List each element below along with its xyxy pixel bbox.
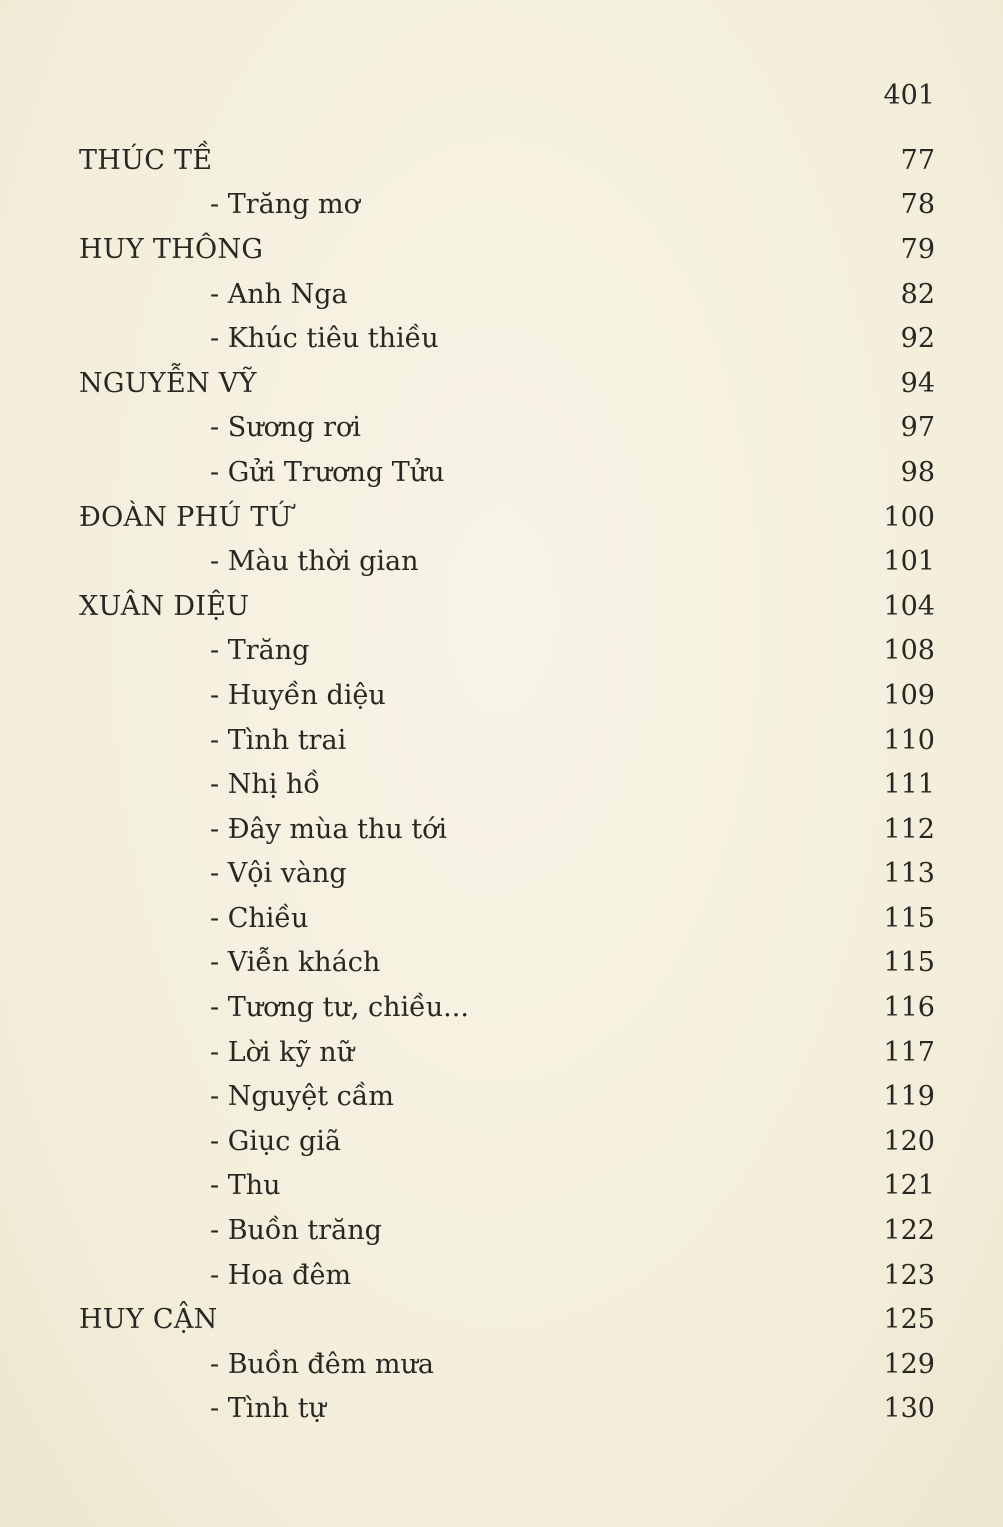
toc-author-entry [79, 495, 935, 540]
toc-page-number: 112 [883, 813, 935, 845]
poem-title: - Sương rơi [210, 412, 361, 444]
toc-poem-entry [79, 1030, 935, 1075]
toc-page-number: 123 [883, 1259, 935, 1291]
toc-page-number: 120 [883, 1125, 935, 1157]
toc-page-number: 130 [883, 1393, 935, 1425]
poem-title: - Giục giã [210, 1125, 342, 1157]
toc-page-number: 121 [883, 1170, 935, 1202]
poem-title: - Nhị hồ [210, 769, 320, 801]
poem-title: - Buồn đêm mưa [210, 1348, 434, 1380]
toc-page-number: 119 [883, 1081, 935, 1113]
toc-page-number: 100 [883, 501, 935, 533]
toc-page-number: 125 [883, 1304, 935, 1336]
toc-page-number: 77 [900, 144, 935, 176]
toc-page-number: 109 [883, 679, 935, 711]
author-name: HUY THÔNG [79, 233, 264, 265]
toc-poem-entry [79, 852, 935, 897]
toc-author-entry [79, 138, 935, 183]
toc-poem-entry [79, 629, 935, 674]
toc-page-number: 101 [883, 546, 935, 578]
toc-page-number: 97 [900, 412, 935, 444]
toc-page-number: 110 [883, 724, 935, 756]
toc-page-number: 115 [883, 947, 935, 979]
toc-page-number: 111 [883, 769, 935, 801]
toc-poem-entry [79, 1208, 935, 1253]
toc-page-number: 117 [883, 1036, 935, 1068]
poem-title: - Khúc tiêu thiều [210, 323, 439, 355]
poem-title: - Vội vàng [210, 858, 347, 890]
toc-poem-entry [79, 985, 935, 1030]
poem-title: - Tình trai [210, 724, 347, 756]
poem-title: - Chiều [210, 902, 309, 934]
author-name: NGUYỄN VỸ [79, 367, 257, 399]
toc-poem-entry [79, 941, 935, 986]
toc-poem-entry [79, 896, 935, 941]
poem-title: - Viễn khách [210, 947, 381, 979]
toc-author-entry [79, 584, 935, 629]
toc-poem-entry [79, 1253, 935, 1298]
poem-title: - Hoa đêm [210, 1259, 352, 1291]
author-name: THÚC TỀ [79, 144, 213, 176]
toc-page-number: 113 [883, 858, 935, 890]
toc-page-number: 79 [900, 233, 935, 265]
toc-poem-entry [79, 183, 935, 228]
poem-title: - Gửi Trương Tửu [210, 456, 445, 488]
toc-page-number: 104 [883, 590, 935, 622]
poem-title: - Anh Nga [210, 278, 348, 310]
toc-page-number: 78 [900, 189, 935, 221]
table-of-contents [79, 138, 935, 1431]
toc-page-number: 108 [883, 635, 935, 667]
toc-page-number: 115 [883, 902, 935, 934]
poem-title: - Thu [210, 1170, 281, 1202]
toc-poem-entry [79, 1164, 935, 1209]
toc-page-number: 116 [883, 992, 935, 1024]
toc-page-number: 122 [883, 1215, 935, 1247]
toc-poem-entry [79, 316, 935, 361]
toc-poem-entry [79, 718, 935, 763]
author-name: ĐOÀN PHÚ TỨ [79, 501, 292, 533]
toc-author-entry [79, 361, 935, 406]
toc-poem-entry [79, 1387, 935, 1432]
toc-poem-entry [79, 406, 935, 451]
toc-page-number: 129 [883, 1348, 935, 1380]
toc-poem-entry [79, 539, 935, 584]
toc-poem-entry [79, 272, 935, 317]
poem-title: - Trăng [210, 635, 310, 667]
toc-poem-entry [79, 807, 935, 852]
toc-poem-entry [79, 450, 935, 495]
toc-poem-entry [79, 762, 935, 807]
page-number: 401 [883, 80, 935, 111]
poem-title: - Đây mùa thu tới [210, 813, 448, 845]
toc-page-number: 92 [900, 323, 935, 355]
author-name: HUY CẬN [79, 1304, 218, 1336]
toc-page-number: 94 [900, 367, 935, 399]
poem-title: - Tương tư, chiều... [210, 992, 469, 1024]
poem-title: - Nguyệt cầm [210, 1081, 394, 1113]
author-name: XUÂN DIỆU [79, 590, 250, 622]
toc-author-entry [79, 227, 935, 272]
toc-poem-entry [79, 673, 935, 718]
toc-page-number: 98 [900, 456, 935, 488]
poem-title: - Huyền diệu [210, 679, 386, 711]
poem-title: - Màu thời gian [210, 546, 419, 578]
toc-author-entry [79, 1297, 935, 1342]
toc-poem-entry [79, 1342, 935, 1387]
toc-page-number: 82 [900, 278, 935, 310]
poem-title: - Buồn trăng [210, 1215, 382, 1247]
poem-title: - Trăng mơ [210, 189, 360, 221]
poem-title: - Lời kỹ nữ [210, 1036, 355, 1068]
poem-title: - Tình tự [210, 1393, 326, 1425]
toc-poem-entry [79, 1074, 935, 1119]
toc-poem-entry [79, 1119, 935, 1164]
